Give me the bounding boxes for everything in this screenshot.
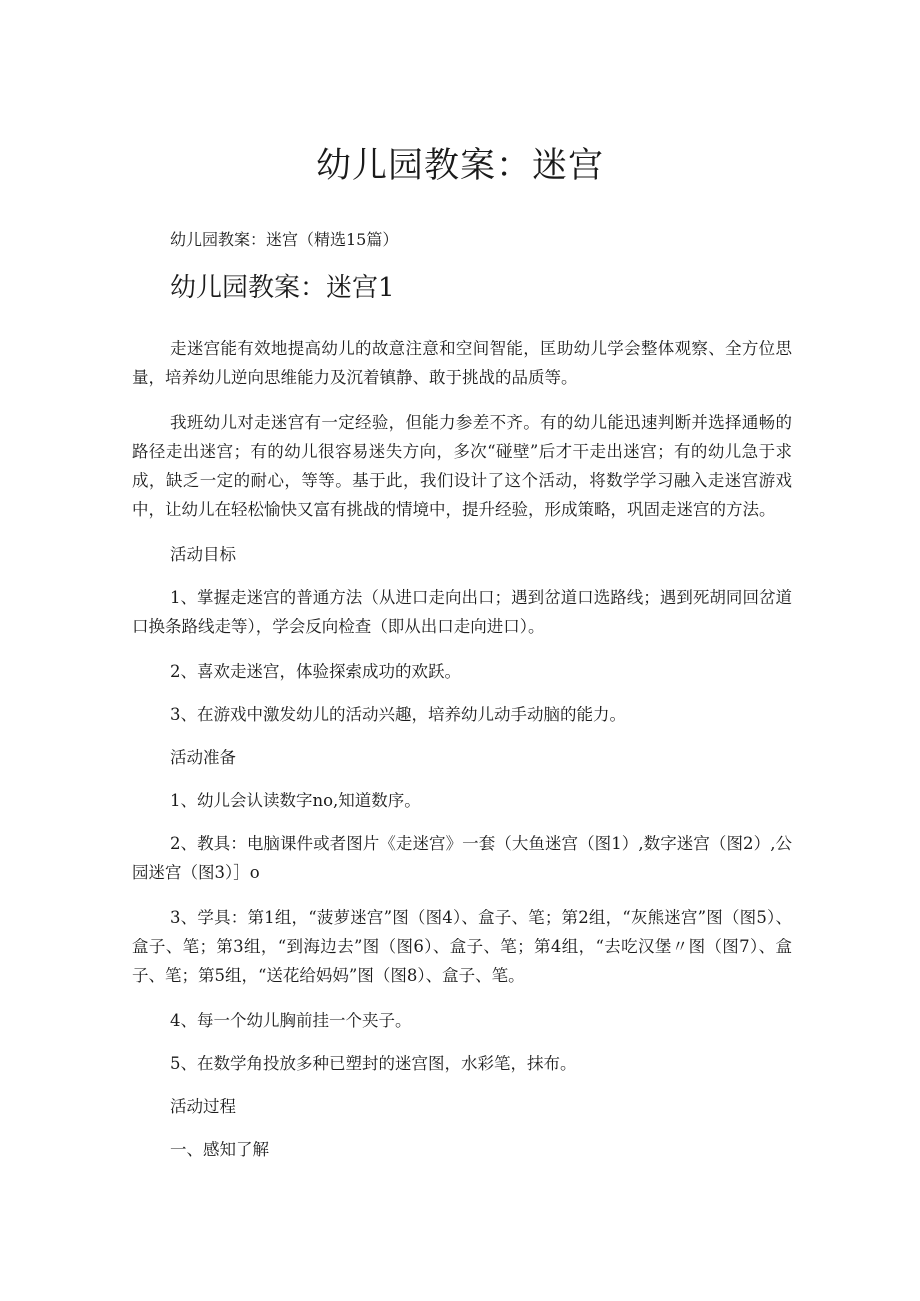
heading-process: 活动过程 bbox=[170, 1097, 236, 1116]
prep-item-1: 1、幼儿会认读数字no,知道数序。 bbox=[170, 791, 421, 810]
paragraph-intro: 走迷宫能有效地提高幼儿的故意注意和空间智能，匡助幼儿学会整体观察、全方位思量，培养幼儿逆向思维能力及沉着镇静、敢于挑战的品质等。 bbox=[132, 339, 792, 387]
heading-preparation: 活动准备 bbox=[170, 748, 236, 767]
goal-item-2: 2、喜欢走迷宫，体验探索成功的欢跃。 bbox=[170, 662, 461, 681]
section-heading: 幼儿园教案：迷宫1 bbox=[170, 273, 395, 303]
prep-item-3: 3、学具：第1组，“菠萝迷宫”图（图4）、盒子、笔；第2组，“灰熊迷宫”图（图5）、盒子、笔；第3组，“到海边去”图（图6）、盒子、笔；第4组，“去吃汉堡〃图（图7）、盒子、笔；第5组，“送花给妈妈”图（图8）、盒子、笔。 bbox=[132, 908, 792, 985]
goal-item-3: 3、在游戏中激发幼儿的活动兴趣，培养幼儿动手动脑的能力。 bbox=[170, 705, 626, 724]
prep-item-5: 5、在数学角投放多种已塑封的迷宫图，水彩笔，抹布。 bbox=[170, 1054, 577, 1073]
prep-item-4: 4、每一个幼儿胸前挂一个夹子。 bbox=[170, 1011, 412, 1030]
prep-item-2: 2、教具：电脑课件或者图片《走迷宫》一套（大鱼迷宫（图1）,数字迷宫（图2）,公园迷宫（图3）］o bbox=[132, 834, 792, 882]
document-body bbox=[132, 334, 792, 1178]
paragraph-background: 我班幼儿对走迷宫有一定经验，但能力参差不齐。有的幼儿能迅速判断并选择通畅的路径走出迷宫；有的幼儿很容易迷失方向，多次“碰壁”后才干走出迷宫；有的幼儿急于求成，缺乏一定的耐心，等等。基于此，我们设计了这个活动，将数学学习融入走迷宫游戏中，让幼儿在轻松愉快又富有挑战的情境中，提升经验，形成策略，巩固走迷宫的方法。 bbox=[132, 413, 792, 519]
process-step-1: 一、感知了解 bbox=[170, 1140, 269, 1159]
heading-goals: 活动目标 bbox=[170, 545, 236, 564]
goal-item-1: 1、掌握走迷宫的普通方法（从进口走向出口；遇到岔道口选路线；遇到死胡同回岔道口换条路线走等），学会反向检查（即从出口走向进口）。 bbox=[132, 588, 792, 636]
document-subtitle: 幼儿园教案：迷宫（精选15篇） bbox=[170, 230, 399, 249]
document-title: 幼儿园教案：迷宫 bbox=[315, 146, 604, 186]
